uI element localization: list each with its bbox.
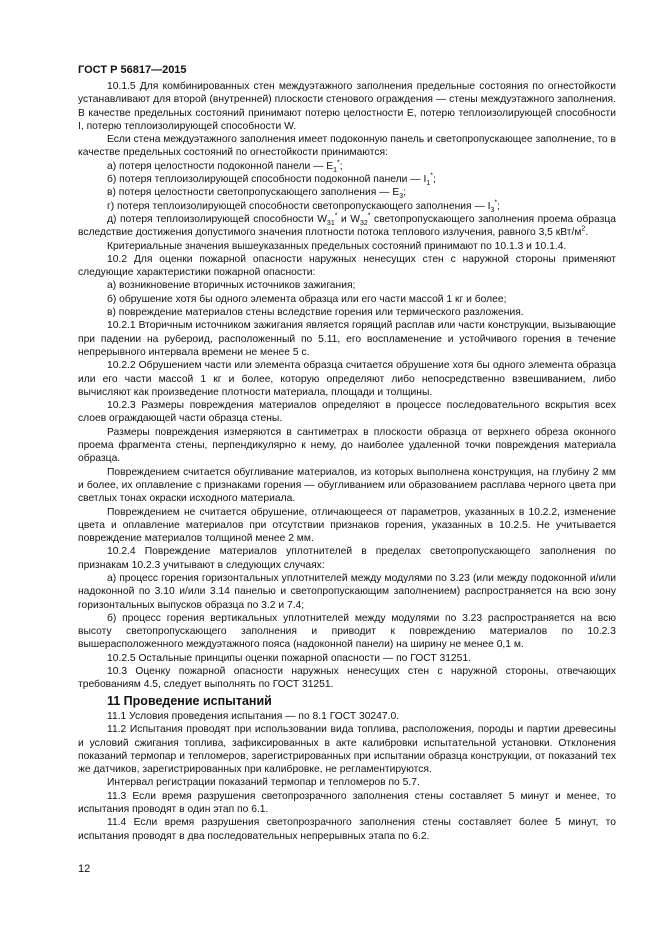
list-item: в) повреждение материалов стены вследствие горения или термического разложения.: [107, 307, 524, 319]
paragraph: Размеры повреждения измеряются в сантиметрах в плоскости образца от верхнего обреза оконного проема фрагмента стены, перпендикулярно к нему, до наиболее удаленной точки повреждения материала образца.: [78, 426, 616, 465]
paragraph: Повреждением считается обугливание материалов, из которых выполнена конструкция, на глубину 2 мм и более, их оплавление с признаками горения — обугливанием или образованием расплава черного цвета при светлых тонах окраски исходного материала.: [78, 466, 616, 505]
paragraph: Интервал регистрации показаний термопар и тепломеров по 5.7.: [107, 777, 420, 789]
list-item: д) потеря теплоизолирующей способности $W_{31}^*$ и $W_{32}^*$ светопропускающего заполнения проема образца вследствие достижения допустимого значения плотности потока теплового излучения, равного 3,5 кВт/$м^2$.: [78, 212, 616, 239]
paragraph: 10.2 Для оценки пожарной опасности наружных ненесущих стен с наружной стороны применяют следующие характеристики пожарной опасности:: [78, 253, 616, 279]
paragraph: 10.2.2 Обрушением части или элемента образца считается обрушение хотя бы одного элемента образца или его части массой 1 кг и более, которую определяют либо непосредственно взвешиванием, либо вычисляют как произведение плотности материала, площади и толщины.: [78, 360, 616, 398]
page-number: 12: [78, 863, 91, 875]
section-heading: 11 Проведение испытаний: [107, 693, 272, 708]
list-item: а) возникновение вторичных источников зажигания;: [107, 280, 356, 292]
paragraph: 10.3 Оценку пожарной опасности наружных ненесущих стен с наружной стороны, отвечающих требованиям 4.5, следует выполнять по ГОСТ 31251.: [78, 666, 616, 691]
page-content: [78, 80, 616, 843]
list-item: б) обрушение хотя бы одного элемента образца или его части массой 1 кг и более;: [107, 293, 507, 305]
paragraph: 10.2.3 Размеры повреждения материалов определяют в процессе последовательного вскрытия всех слоев ограждающей части образца стены.: [78, 400, 616, 425]
paragraph: Если стена междуэтажного заполнения имеет подоконную панель и светопропускающее заполнение, то в качестве предельных состояний по огнестойкости принимаются:: [78, 134, 616, 159]
paragraph: 11.3 Если время разрушения светопрозрачного заполнения стены составляет 5 минут и менее, то испытания проводят в один этап по 6.1.: [78, 790, 616, 816]
paragraph: Критериальные значения вышеуказанных предельных состояний принимают по 10.1.3 и 10.1.4.: [107, 240, 567, 252]
list-item: а) потеря целостности подоконной панели — $E_1^*$;: [107, 159, 343, 174]
list-item: в) потеря целостности светопропускающего заполнения — $E_3$;: [107, 187, 406, 201]
list-item: г) потеря теплоизолирующей способности светопропускающего заполнения — $I_3^*$;: [107, 199, 501, 214]
paragraph: 10.2.1 Вторичным источником зажигания является горящий расплав или части конструкции, вызывающие при падении на рубероид, расположенный по 5.11, его воспламенение и устойчивого горения в течение непрерывного интервала времени не менее 5 с.: [78, 320, 616, 358]
paragraph: Повреждением не считается обрушение, отличающееся от параметров, указанных в 10.2.2, изменение цвета и оплавление материалов при отсутствии признаков горения, указанных в 10.2.5. Не учитывается повреждение материалов толщиной менее 2 мм.: [78, 506, 616, 545]
list-item: а) процесс горения горизонтальных уплотнителей между модулями по 3.23 (или между подоконной и/или надоконной по 3.10 и/или 3.14 панелью и светопропускающим заполнением) распространяется на всю зону горизонтальных выпусков образца по 3.2 и 7.4;: [78, 572, 616, 611]
paragraph: 10.1.5 Для комбинированных стен междуэтажного заполнения предельные состояния по огнестойкости устанавливают для второй (внутренней) плоскости стенового ограждения — стены междуэтажного заполнения. В качестве предельных состояний принимают потерю целостности E, потерю теплоизолирующей способности I, потерю теплоизолирующей способности W.: [78, 81, 616, 132]
paragraph: 10.2.4 Повреждение материалов уплотнителей в пределах светопропускающего заполнения по признакам 10.2.3 учитывают в следующих случаях:: [78, 546, 616, 571]
paragraph: 11.1 Условия проведения испытания — по 8.1 ГОСТ 30247.0.: [107, 710, 400, 722]
paragraph: 11.2 Испытания проводят при использовании вида топлива, расположения, породы и партии древесины и условий сжигания топлива, зафиксированных в акте калибровки испытательной установки. Отклонения показаний термопар и тепломеров, зарегистрированных при испытании образца конструкции, от показаний тех же датчиков, зарегистрированных при калибровке, не регламентируются.: [78, 724, 616, 776]
list-item: б) потеря теплоизолирующей способности подоконной панели — $I_1^*$;: [107, 172, 436, 188]
document-header: ГОСТ Р 56817—2015: [78, 64, 187, 76]
paragraph: 10.2.5 Остальные принципы оценки пожарной опасности — по ГОСТ 31251.: [107, 652, 471, 664]
paragraph: 11.4 Если время разрушения светопрозрачного заполнения стены составляет более 5 минут, то испытания проводят в два последовательных непрерывных этапа по 6.2.: [78, 817, 616, 842]
list-item: б) процесс горения вертикальных уплотнителей между модулями по 3.23 распространяется на всю высоту светопропускающего заполнения и приводит к повреждению материалов по 10.2.3 вышерасположенного междуэтажного пояса (надоконной панели) на ширину не менее 0,1 м.: [78, 612, 616, 651]
